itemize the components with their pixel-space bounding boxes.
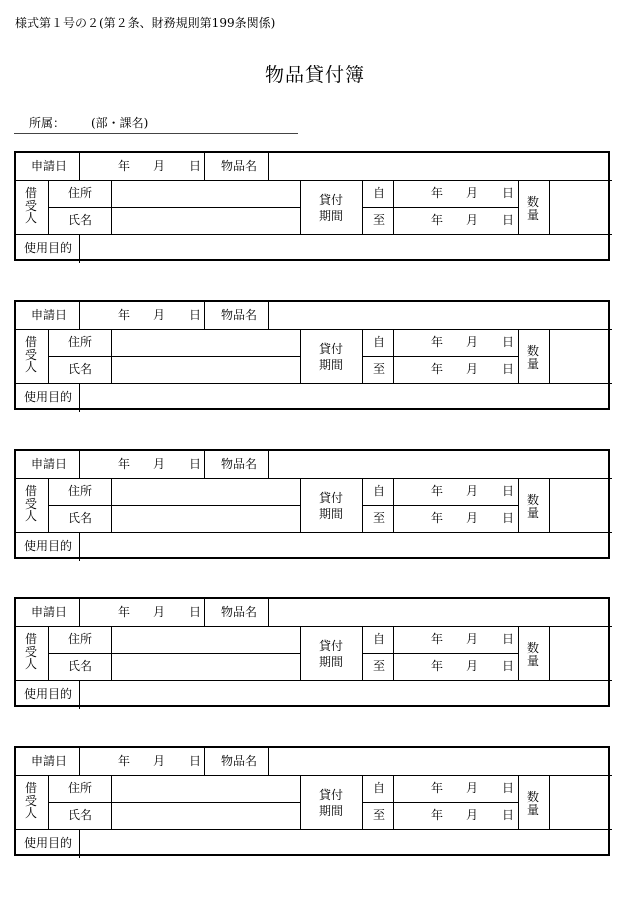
address-label: 住所 (68, 781, 93, 795)
to-month-label: 月 (466, 362, 479, 376)
loan-period-label: 貸付期間 (319, 788, 344, 818)
loan-period-label: 貸付期間 (319, 193, 344, 223)
date-day-label: 日 (189, 159, 202, 173)
to-label: 至 (373, 808, 386, 822)
application-date-field[interactable] (80, 749, 204, 775)
to-month-label: 月 (466, 808, 479, 822)
name-field[interactable] (112, 654, 300, 680)
item-name-field[interactable] (269, 452, 612, 478)
loan-record (14, 597, 610, 707)
from-month-label: 月 (466, 781, 479, 795)
item-name-field[interactable] (269, 600, 612, 626)
borrower-label: 借受人 (24, 781, 37, 821)
loan-record (14, 746, 610, 856)
grid-line (204, 153, 205, 180)
grid-line (300, 329, 301, 383)
grid-line (518, 180, 519, 234)
to-year-label: 年 (431, 213, 444, 227)
from-day-label: 日 (502, 632, 515, 646)
address-label: 住所 (68, 186, 93, 200)
from-label: 自 (373, 335, 386, 349)
date-year-label: 年 (118, 605, 131, 619)
address-label: 住所 (68, 632, 93, 646)
to-year-label: 年 (431, 808, 444, 822)
date-day-label: 日 (189, 754, 202, 768)
quantity-label: 数量 (526, 344, 539, 371)
grid-line (16, 626, 612, 627)
date-day-label: 日 (189, 457, 202, 471)
to-day-label: 日 (502, 511, 515, 525)
name-field[interactable] (112, 803, 300, 829)
name-field[interactable] (112, 208, 300, 234)
date-day-label: 日 (189, 308, 202, 322)
address-label: 住所 (68, 484, 93, 498)
from-year-label: 年 (431, 632, 444, 646)
application-date-field[interactable] (80, 154, 204, 180)
to-year-label: 年 (431, 362, 444, 376)
loan-record (14, 449, 610, 559)
from-day-label: 日 (502, 186, 515, 200)
to-day-label: 日 (502, 659, 515, 673)
to-label: 至 (373, 362, 386, 376)
name-field[interactable] (112, 357, 300, 383)
application-date-field[interactable] (80, 452, 204, 478)
date-month-label: 月 (153, 159, 166, 173)
department-value[interactable]: (部・課名) (91, 116, 149, 130)
grid-line (16, 180, 612, 181)
from-label: 自 (373, 632, 386, 646)
quantity-field[interactable] (550, 627, 612, 680)
quantity-field[interactable] (550, 330, 612, 383)
address-field[interactable] (112, 776, 300, 802)
loan-to-field[interactable] (394, 357, 518, 383)
from-label: 自 (373, 484, 386, 498)
name-label: 氏名 (68, 213, 93, 227)
purpose-label: 使用目的 (24, 539, 73, 553)
purpose-field[interactable] (80, 533, 612, 561)
quantity-label: 数量 (526, 790, 539, 817)
purpose-field[interactable] (80, 830, 612, 858)
loan-record (14, 151, 610, 261)
date-month-label: 月 (153, 457, 166, 471)
loan-period-label: 貸付期間 (319, 491, 344, 521)
date-year-label: 年 (118, 754, 131, 768)
address-field[interactable] (112, 627, 300, 653)
grid-line (204, 451, 205, 478)
application-date-field[interactable] (80, 303, 204, 329)
application-date-field[interactable] (80, 600, 204, 626)
to-month-label: 月 (466, 659, 479, 673)
grid-line (518, 626, 519, 680)
grid-line (16, 329, 612, 330)
address-field[interactable] (112, 181, 300, 207)
purpose-label: 使用目的 (24, 687, 73, 701)
to-label: 至 (373, 511, 386, 525)
to-month-label: 月 (466, 213, 479, 227)
item-name-label: 物品名 (221, 605, 258, 619)
loan-record (14, 300, 610, 410)
from-label: 自 (373, 186, 386, 200)
address-field[interactable] (112, 330, 300, 356)
quantity-field[interactable] (550, 181, 612, 234)
address-field[interactable] (112, 479, 300, 505)
item-name-label: 物品名 (221, 159, 258, 173)
address-label: 住所 (68, 335, 93, 349)
item-name-field[interactable] (269, 154, 612, 180)
loan-to-field[interactable] (394, 208, 518, 234)
to-day-label: 日 (502, 362, 515, 376)
borrower-label: 借受人 (24, 632, 37, 672)
grid-line (204, 302, 205, 329)
date-month-label: 月 (153, 754, 166, 768)
application-date-label: 申請日 (31, 159, 68, 173)
name-label: 氏名 (68, 511, 93, 525)
from-year-label: 年 (431, 484, 444, 498)
loan-from-field[interactable] (394, 627, 518, 653)
to-day-label: 日 (502, 213, 515, 227)
form-number: 様式第１号の２(第２条、財務規則第199条関係) (15, 16, 276, 30)
purpose-label: 使用目的 (24, 836, 73, 850)
grid-line (204, 748, 205, 775)
loan-to-field[interactable] (394, 803, 518, 829)
from-year-label: 年 (431, 335, 444, 349)
date-day-label: 日 (189, 605, 202, 619)
date-month-label: 月 (153, 308, 166, 322)
grid-line (300, 775, 301, 829)
grid-line (204, 599, 205, 626)
date-year-label: 年 (118, 159, 131, 173)
item-name-label: 物品名 (221, 754, 258, 768)
from-day-label: 日 (502, 781, 515, 795)
date-year-label: 年 (118, 308, 131, 322)
to-label: 至 (373, 213, 386, 227)
application-date-label: 申請日 (31, 754, 68, 768)
from-label: 自 (373, 781, 386, 795)
from-day-label: 日 (502, 484, 515, 498)
date-year-label: 年 (118, 457, 131, 471)
department-line (14, 112, 298, 134)
purpose-field[interactable] (80, 681, 612, 709)
page-title: 物品貸付簿 (264, 64, 365, 86)
from-month-label: 月 (466, 484, 479, 498)
loan-from-field[interactable] (394, 776, 518, 802)
to-year-label: 年 (431, 511, 444, 525)
quantity-label: 数量 (526, 195, 539, 222)
name-label: 氏名 (68, 659, 93, 673)
application-date-label: 申請日 (31, 308, 68, 322)
grid-line (518, 329, 519, 383)
borrower-label: 借受人 (24, 335, 37, 375)
to-year-label: 年 (431, 659, 444, 673)
quantity-label: 数量 (526, 493, 539, 520)
loan-to-field[interactable] (394, 654, 518, 680)
purpose-label: 使用目的 (24, 390, 73, 404)
item-name-label: 物品名 (221, 457, 258, 471)
loan-from-field[interactable] (394, 181, 518, 207)
quantity-field[interactable] (550, 776, 612, 829)
application-date-label: 申請日 (31, 605, 68, 619)
loan-period-label: 貸付期間 (319, 639, 344, 669)
item-name-label: 物品名 (221, 308, 258, 322)
loan-to-field[interactable] (394, 506, 518, 532)
purpose-field[interactable] (80, 235, 612, 263)
purpose-label: 使用目的 (24, 241, 73, 255)
grid-line (300, 478, 301, 532)
from-month-label: 月 (466, 186, 479, 200)
loan-period-label: 貸付期間 (319, 342, 344, 372)
grid-line (518, 775, 519, 829)
department-label: 所属： (29, 116, 66, 130)
quantity-field[interactable] (550, 479, 612, 532)
name-label: 氏名 (68, 362, 93, 376)
grid-line (518, 478, 519, 532)
purpose-field[interactable] (80, 384, 612, 412)
loan-from-field[interactable] (394, 479, 518, 505)
to-label: 至 (373, 659, 386, 673)
to-day-label: 日 (502, 808, 515, 822)
from-year-label: 年 (431, 186, 444, 200)
item-name-field[interactable] (269, 749, 612, 775)
grid-line (16, 775, 612, 776)
item-name-field[interactable] (269, 303, 612, 329)
grid-line (300, 180, 301, 234)
from-month-label: 月 (466, 335, 479, 349)
application-date-label: 申請日 (31, 457, 68, 471)
grid-line (300, 626, 301, 680)
date-month-label: 月 (153, 605, 166, 619)
borrower-label: 借受人 (24, 186, 37, 226)
from-month-label: 月 (466, 632, 479, 646)
quantity-label: 数量 (526, 641, 539, 668)
from-day-label: 日 (502, 335, 515, 349)
name-label: 氏名 (68, 808, 93, 822)
from-year-label: 年 (431, 781, 444, 795)
loan-from-field[interactable] (394, 330, 518, 356)
grid-line (16, 478, 612, 479)
name-field[interactable] (112, 506, 300, 532)
borrower-label: 借受人 (24, 484, 37, 524)
to-month-label: 月 (466, 511, 479, 525)
